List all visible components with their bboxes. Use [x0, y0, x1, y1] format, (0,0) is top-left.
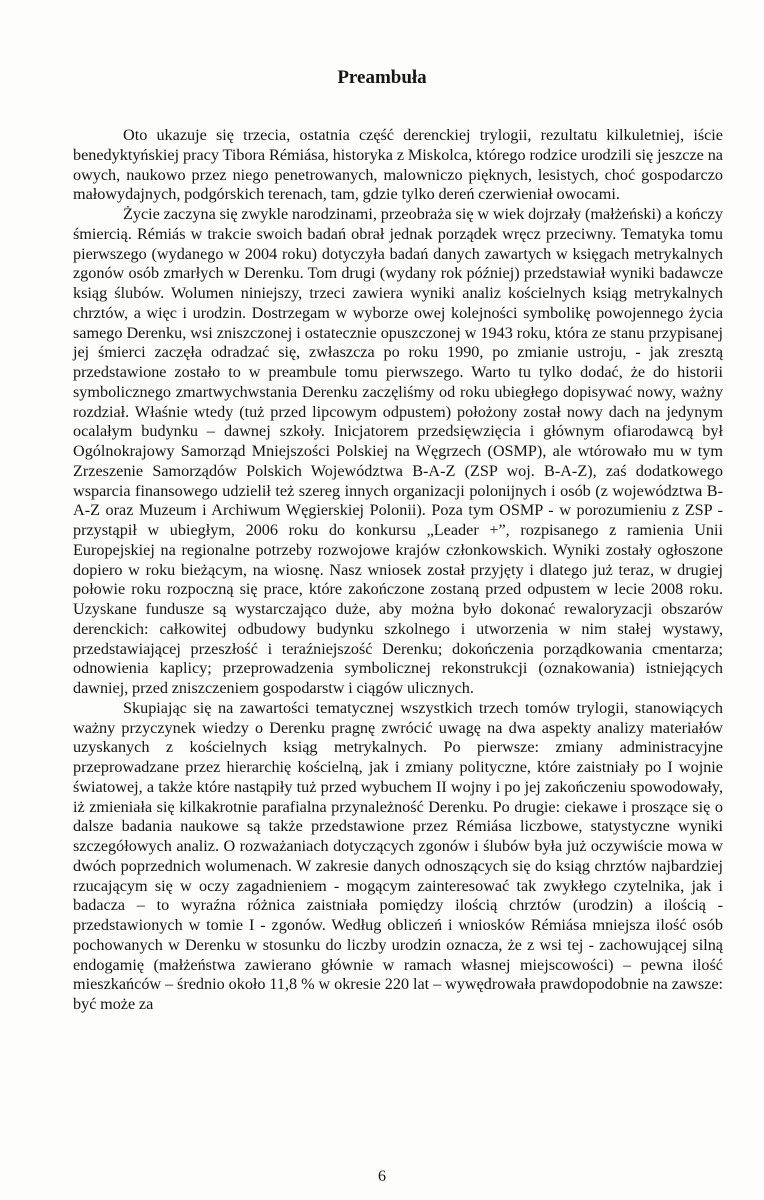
page-number: 6 — [378, 1168, 386, 1185]
body-text — [73, 126, 723, 1015]
paragraph-1: Oto ukazuje się trzecia, ostatnia część derenckiej trylogii, rezultatu kilkuletniej, iście benedyktyńskiej pracy Tibora Rémiása, historyka z Miskolca, którego rodzice urodzili się jeszcze na owych, naukowo przez niego penetrowanych, malowniczo pięknych, lesistych, choć gospodarczo małowydajnych, podgórskich terenach, tam, gdzie tylko dereń czerwieniał owocami. — [73, 126, 723, 204]
page-title: Preambuła — [337, 67, 427, 88]
paragraph-3: Skupiając się na zawartości tematycznej wszystkich trzech tomów trylogii, stanowiących ważny przyczynek wiedzy o Derenku pragnę zwrócić uwagę na dwa aspekty analizy materiałów uzyskanych z kościelnych ksiąg metrykalnych. Po pierwsze: zmiany administracyjne przeprowadzane przez hierarchię kościelną, jak i zmiany polityczne, które zaistniały po I wojnie światowej, a także które nastąpiły tuż przed wybuchem II wojny i po jej zakończeniu spowodowały, iż zmieniała się kilkakrotnie parafialna przynależność Derenku. Po drugie: ciekawe i proszące się o dalsze badania naukowe są także przedstawione przez Rémiása liczbowe, statystyczne wyniki szczegółowych analiz. O rozważaniach dotyczących zgonów i ślubów była już oczywiście mowa w dwóch poprzednich wolumenach. W zakresie danych odnoszących się do ksiąg chrztów najbardziej rzucającym się w oczy zagadnieniem - mogącym zainteresować tak zwykłego czytelnika, jak i badacza – to wyraźna różnica zaistniała pomiędzy ilością chrztów (urodzin) a ilością - przedstawionych w tomie I - zgonów. Według obliczeń i wniosków Rémiása mniejsza ilość osób pochowanych w Derenku w stosunku do liczby urodzin oznacza, że z wsi tej - zachowującej silną endogamię (małżeństwa zawierano głównie w ramach własnej miejscowości) – pewna ilość mieszkańców – średnio około 11,8 % w okresie 220 lat – wywędrowała prawdopodobnie na zawsze: być może za — [73, 698, 723, 1013]
paragraph-2: Życie zaczyna się zwykle narodzinami, przeobraża się w wiek dojrzały (małżeński) a kończy śmiercią. Rémiás w trakcie swoich badań obrał jednak porządek wręcz przeciwny. Tematyka tomu pierwszego (wydanego w 2004 roku) dotyczyła badań danych zawartych w księgach metrykalnych zgonów osób zmarłych w Derenku. Tom drugi (wydany rok później) przedstawiał wyniki badawcze ksiąg ślubów. Wolumen niniejszy, trzeci zawiera wyniki analiz kościelnych ksiąg metrykalnych chrztów, a więc i urodzin. Dostrzegam w wyborze owej kolejności symbolikę powojennego życia samego Derenku, wsi zniszczonej i ostatecznie opuszczonej w 1943 roku, która ze stanu przypisanej jej śmierci zaczęła odradzać się, zwłaszcza po roku 1990, po zmianie ustroju, - jak zresztą przedstawione zostało to w preambule tomu pierwszego. Warto tu tylko dodać, że do historii symbolicznego zmartwychwstania Derenku zaczęliśmy od roku ubiegłego dopisywać nowy, ważny rozdział. Właśnie wtedy (tuż przed lipcowym odpustem) położony został nowy dach na jedynym ocalałym budynku – dawnej szkoły. Inicjatorem przedsięwzięcia i głównym ofiarodawcą był Ogólnokrajowy Samorząd Mniejszości Polskiej na Węgrzech (OSMP), ale wtórowało mu w tym Zrzeszenie Samorządów Polskich Województwa B-A-Z (ZSP woj. B-A-Z), zaś dodatkowego wsparcia finansowego udzielił też szereg innych organizacji polonijnych i osób (z województwa B-A-Z oraz Muzeum i Archiwum Węgierskiej Polonii). Poza tym OSMP - w porozumieniu z ZSP - przystąpił w ubiegłym, 2006 roku do konkursu „Leader +”, rozpisanego z ramienia Unii Europejskiej na regionalne potrzeby rozwojowe krajów członkowskich. Wyniki zostały ogłoszone dopiero w roku bieżącym, na wiosnę. Nasz wniosek został przyjęty i dlatego już teraz, w drugiej połowie roku rozpoczną się prace, które zakończone zostaną przed odpustem w lecie 2008 roku. Uzyskane fundusze są wystarczająco duże, aby można było dokonać rewaloryzacji obszarów derenckich: całkowitej odbudowy budynku szkolnego i utworzenia w nim stałej wystawy, przedstawiającej przeszłość i teraźniejszość Derenku; dokończenia porządkowania cmentarza; odnowienia kaplicy; przeprowadzenia symbolicznej rekonstrukcji (oznakowania) istniejących dawniej, przed zniszczeniem gospodarstw i ciągów ulicznych. — [73, 205, 723, 697]
